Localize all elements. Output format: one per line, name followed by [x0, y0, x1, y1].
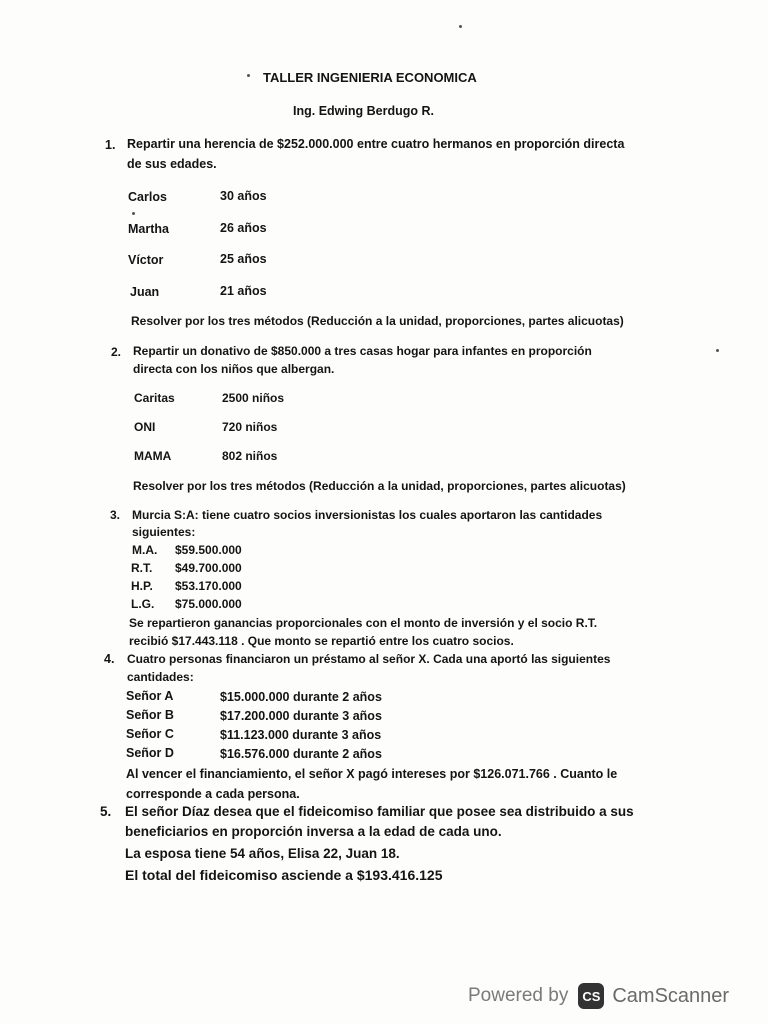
problem-3-value: $53.170.000 [175, 579, 242, 593]
camscanner-logo-icon: CS [578, 983, 604, 1009]
problem-4-line-4: corresponde a cada persona. [126, 787, 300, 801]
problem-1-name: Martha [128, 222, 169, 236]
problem-3-value: $49.700.000 [175, 561, 242, 575]
problem-3-line-4: recibió $17.443.118 . Que monto se repartió entre los cuatro socios. [129, 634, 514, 648]
problem-2-number: 2. [111, 345, 122, 359]
problem-4-name: Señor D [126, 746, 174, 760]
problem-2-value: 2500 niños [222, 391, 285, 405]
document-title: TALLER INGENIERIA ECONOMICA [263, 70, 477, 85]
problem-2-value: 720 niños [222, 420, 278, 434]
problem-5-line-4: El total del fideicomiso asciende a $193.416.125 [125, 867, 443, 883]
problem-1-line-1: Repartir una herencia de $252.000.000 entre cuatro hermanos en proporción directa [127, 137, 625, 151]
problem-5-line-2: beneficiarios en proporción inversa a la edad de cada uno. [125, 824, 502, 839]
powered-by-label: Powered by [468, 985, 569, 1006]
problem-4-name: Señor A [126, 689, 174, 703]
problem-2-value: 802 niños [222, 449, 278, 463]
camscanner-watermark [468, 978, 752, 1014]
problem-3-name: R.T. [131, 561, 153, 575]
problem-4-value: $15.000.000 durante 2 años [220, 690, 382, 704]
problem-1-value: 25 años [220, 252, 267, 266]
problem-1-line-2: de sus edades. [127, 157, 217, 171]
problem-2-name: ONI [134, 420, 156, 434]
problem-4-value: $16.576.000 durante 2 años [220, 747, 382, 761]
problem-4-line-2: cantidades: [127, 670, 194, 684]
problem-4-value: $11.123.000 durante 3 años [220, 728, 382, 742]
document-author: Ing. Edwing Berdugo R. [293, 104, 434, 118]
problem-5-number: 5. [100, 804, 112, 819]
problem-2-line-2: directa con los niños que albergan. [133, 362, 335, 376]
problem-3-value: $59.500.000 [175, 543, 242, 557]
scan-speck [459, 25, 462, 28]
problem-4-name: Señor B [126, 708, 174, 722]
problem-3-number: 3. [110, 508, 121, 522]
scan-speck [132, 212, 135, 215]
problem-4-value: $17.200.000 durante 3 años [220, 709, 382, 723]
problem-3-name: M.A. [132, 543, 158, 557]
problem-1-value: 30 años [220, 189, 267, 203]
problem-4-number: 4. [104, 652, 115, 666]
problem-4-line-1: Cuatro personas financiaron un préstamo al señor X. Cada una aportó las siguientes [127, 652, 611, 666]
problem-1-name: Víctor [128, 253, 164, 267]
problem-3-line-2: siguientes: [132, 525, 196, 539]
problem-1-number: 1. [105, 138, 116, 152]
problem-3-value: $75.000.000 [175, 597, 242, 611]
problem-3-name: L.G. [131, 597, 155, 611]
problem-5-line-3: La esposa tiene 54 años, Elisa 22, Juan 18. [125, 846, 400, 861]
problem-1-name: Juan [130, 285, 160, 299]
scan-speck [247, 74, 250, 77]
problem-2-name: MAMA [134, 449, 172, 463]
scan-speck [716, 349, 719, 352]
problem-1-value: 21 años [220, 284, 267, 298]
problem-2-line-1: Repartir un donativo de $850.000 a tres casas hogar para infantes en proporción [133, 344, 592, 358]
problem-2-instruction: Resolver por los tres métodos (Reducción a la unidad, proporciones, partes alicuotas) [133, 479, 626, 493]
problem-4-line-3: Al vencer el financiamiento, el señor X pagó intereses por $126.071.766 . Cuanto le [126, 767, 618, 781]
problem-1-value: 26 años [220, 221, 267, 235]
problem-5-line-1: El señor Díaz desea que el fideicomiso familiar que posee sea distribuido a sus [125, 804, 634, 819]
problem-3-line-3: Se repartieron ganancias proporcionales con el monto de inversión y el socio R.T. [129, 616, 598, 630]
problem-1-name: Carlos [128, 190, 167, 204]
problem-4-name: Señor C [126, 727, 174, 741]
camscanner-brand: CamScanner [612, 984, 730, 1007]
problem-3-name: H.P. [131, 579, 153, 593]
problem-2-name: Caritas [134, 391, 175, 405]
problem-1-instruction: Resolver por los tres métodos (Reducción a la unidad, proporciones, partes alicuotas) [131, 314, 624, 328]
problem-3-line-1: Murcia S:A: tiene cuatro socios inversionistas los cuales aportaron las cantidades [132, 508, 603, 522]
